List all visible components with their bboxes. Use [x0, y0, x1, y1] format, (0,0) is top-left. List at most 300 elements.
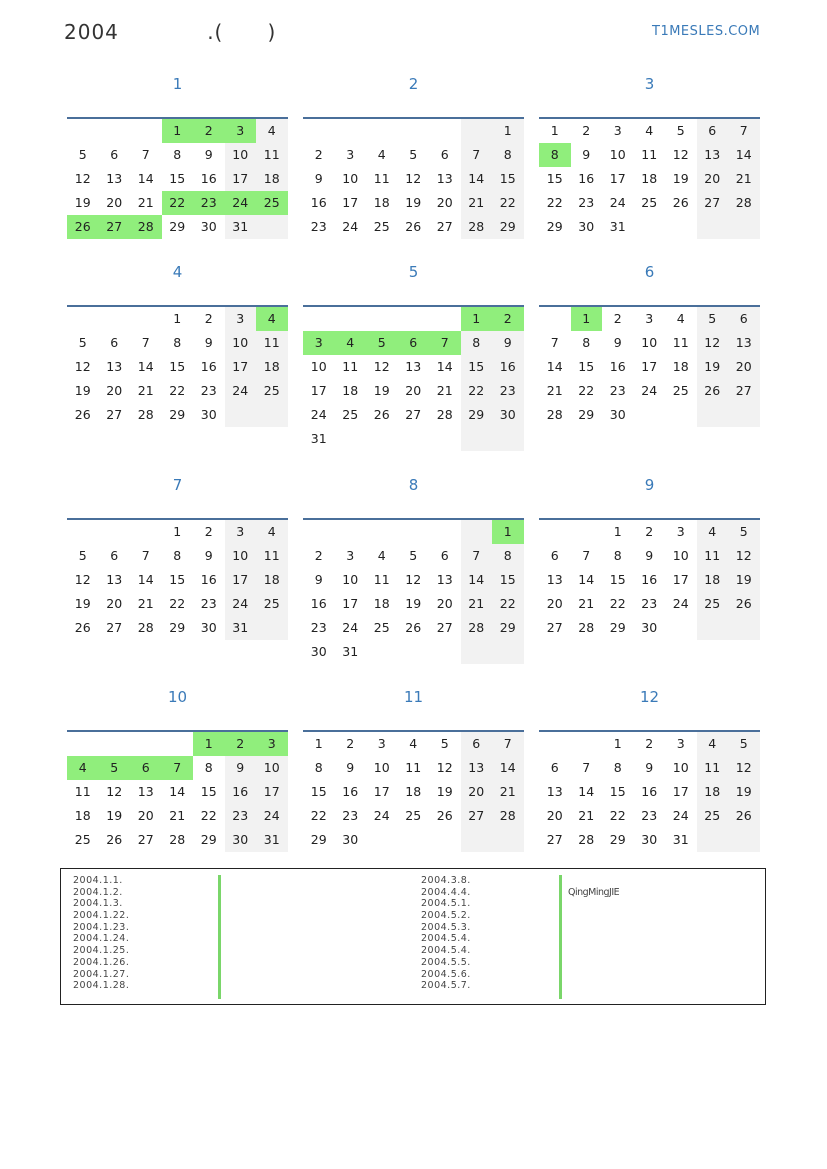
day-cell[interactable]: 31 — [609, 219, 626, 234]
day-cell[interactable]: 16 — [200, 171, 217, 186]
day-cell[interactable]: 31 — [310, 431, 327, 446]
day-cell[interactable]: 7 — [141, 335, 150, 350]
day-cell[interactable]: 14 — [137, 359, 154, 374]
day-cell[interactable]: 11 — [74, 784, 91, 799]
day-cell[interactable]: 9 — [314, 171, 323, 186]
day-cell[interactable]: 22 — [310, 808, 327, 823]
day-cell[interactable]: 1 — [492, 119, 524, 143]
day-cell[interactable]: 19 — [74, 195, 91, 210]
day-cell[interactable]: 8 — [204, 760, 213, 775]
day-cell[interactable]: 19 — [672, 171, 689, 186]
day-cell[interactable]: 6 — [110, 147, 119, 162]
day-cell[interactable]: 18 — [405, 784, 422, 799]
day-cell[interactable]: 2 — [204, 311, 213, 326]
day-cell[interactable]: 27 — [436, 219, 453, 234]
day-cell[interactable]: 21 — [578, 808, 595, 823]
day-cell[interactable]: 22 — [609, 596, 626, 611]
day-cell[interactable]: 8 — [461, 331, 493, 355]
day-cell[interactable]: 9 — [204, 548, 213, 563]
day-cell[interactable]: 25 — [697, 592, 729, 616]
day-cell[interactable]: 21 — [137, 596, 154, 611]
day-cell[interactable]: 23 — [641, 596, 658, 611]
day-cell[interactable]: 4 — [676, 311, 685, 326]
day-cell[interactable]: 9 — [645, 760, 654, 775]
day-cell[interactable]: 9 — [346, 760, 355, 775]
day-cell[interactable]: 8 — [173, 548, 182, 563]
day-cell[interactable]: 16 — [225, 780, 257, 804]
day-cell[interactable]: 22 — [200, 808, 217, 823]
day-cell[interactable]: 28 — [578, 620, 595, 635]
day-cell[interactable]: 6 — [440, 548, 449, 563]
day-cell[interactable]: 14 — [728, 143, 760, 167]
day-cell[interactable]: 20 — [106, 383, 123, 398]
day-cell[interactable]: 16 — [578, 171, 595, 186]
day-cell[interactable]: 22 — [461, 379, 493, 403]
day-cell[interactable]: 18 — [256, 167, 288, 191]
day-cell[interactable]: 13 — [436, 171, 453, 186]
day-cell[interactable]: 5 — [409, 548, 418, 563]
day-cell[interactable]: 11 — [672, 335, 689, 350]
day-cell[interactable]: 13 — [106, 171, 123, 186]
day-cell[interactable]: 28 — [578, 832, 595, 847]
day-cell[interactable]: 10 — [225, 331, 257, 355]
day-cell[interactable]: 17 — [225, 167, 257, 191]
day-cell[interactable]: 18 — [697, 568, 729, 592]
day-cell[interactable]: 11 — [697, 756, 729, 780]
day-cell[interactable]: 28 — [461, 215, 493, 239]
day-cell[interactable]: 6 — [440, 147, 449, 162]
day-cell[interactable]: 2 — [193, 119, 225, 143]
day-cell[interactable]: 6 — [461, 732, 493, 756]
day-cell[interactable]: 2 — [204, 524, 213, 539]
day-cell[interactable]: 26 — [373, 407, 390, 422]
day-cell[interactable]: 17 — [310, 383, 327, 398]
day-cell[interactable]: 20 — [137, 808, 154, 823]
day-cell[interactable]: 27 — [697, 191, 729, 215]
day-cell[interactable]: 5 — [99, 756, 131, 780]
day-cell[interactable]: 30 — [200, 620, 217, 635]
day-cell[interactable]: 1 — [550, 123, 559, 138]
day-cell[interactable]: 13 — [546, 784, 563, 799]
day-cell[interactable]: 13 — [106, 359, 123, 374]
day-cell[interactable]: 8 — [613, 760, 622, 775]
day-cell[interactable]: 20 — [546, 808, 563, 823]
day-cell[interactable]: 18 — [342, 383, 359, 398]
day-cell[interactable]: 17 — [609, 171, 626, 186]
day-cell[interactable]: 29 — [609, 620, 626, 635]
day-cell[interactable]: 2 — [314, 147, 323, 162]
day-cell[interactable]: 30 — [342, 832, 359, 847]
day-cell[interactable]: 7 — [162, 756, 194, 780]
day-cell[interactable]: 19 — [697, 355, 729, 379]
day-cell[interactable]: 26 — [728, 592, 760, 616]
day-cell[interactable]: 29 — [169, 620, 186, 635]
day-cell[interactable]: 27 — [546, 832, 563, 847]
day-cell[interactable]: 4 — [67, 756, 99, 780]
day-cell[interactable]: 12 — [405, 572, 422, 587]
site-logo[interactable]: T1MESLES.COM — [652, 24, 761, 39]
day-cell[interactable]: 25 — [641, 195, 658, 210]
day-cell[interactable]: 20 — [436, 195, 453, 210]
day-cell[interactable]: 21 — [492, 780, 524, 804]
day-cell[interactable]: 2 — [613, 311, 622, 326]
day-cell[interactable]: 11 — [373, 572, 390, 587]
day-cell[interactable]: 2 — [314, 548, 323, 563]
day-cell[interactable]: 27 — [436, 620, 453, 635]
day-cell[interactable]: 31 — [225, 215, 257, 239]
day-cell[interactable]: 27 — [546, 620, 563, 635]
day-cell[interactable]: 29 — [169, 407, 186, 422]
day-cell[interactable]: 24 — [609, 195, 626, 210]
day-cell[interactable]: 21 — [461, 592, 493, 616]
day-cell[interactable]: 8 — [173, 335, 182, 350]
day-cell[interactable]: 2 — [346, 736, 355, 751]
day-cell[interactable]: 28 — [137, 620, 154, 635]
day-cell[interactable]: 9 — [492, 331, 524, 355]
day-cell[interactable]: 13 — [697, 143, 729, 167]
day-cell[interactable]: 1 — [173, 524, 182, 539]
day-cell[interactable]: 7 — [582, 548, 591, 563]
day-cell[interactable]: 24 — [672, 808, 689, 823]
day-cell[interactable]: 26 — [74, 620, 91, 635]
day-cell[interactable]: 13 — [436, 572, 453, 587]
day-cell[interactable]: 29 — [609, 832, 626, 847]
day-cell[interactable]: 18 — [373, 596, 390, 611]
day-cell[interactable]: 10 — [342, 572, 359, 587]
day-cell[interactable]: 6 — [550, 760, 559, 775]
day-cell[interactable]: 20 — [697, 167, 729, 191]
day-cell[interactable]: 8 — [492, 143, 524, 167]
day-cell[interactable]: 26 — [697, 379, 729, 403]
day-cell[interactable]: 4 — [256, 520, 288, 544]
day-cell[interactable]: 11 — [256, 143, 288, 167]
day-cell[interactable]: 24 — [672, 596, 689, 611]
day-cell[interactable]: 28 — [436, 407, 453, 422]
day-cell[interactable]: 3 — [645, 311, 654, 326]
day-cell[interactable]: 11 — [256, 544, 288, 568]
day-cell[interactable]: 15 — [578, 359, 595, 374]
day-cell[interactable]: 24 — [342, 620, 359, 635]
day-cell[interactable]: 1 — [613, 736, 622, 751]
day-cell[interactable]: 23 — [225, 804, 257, 828]
day-cell[interactable]: 14 — [546, 359, 563, 374]
day-cell[interactable]: 4 — [697, 732, 729, 756]
day-cell[interactable]: 29 — [169, 219, 186, 234]
day-cell[interactable]: 17 — [672, 572, 689, 587]
day-cell[interactable]: 5 — [78, 147, 87, 162]
day-cell[interactable]: 28 — [137, 407, 154, 422]
day-cell[interactable]: 7 — [461, 544, 493, 568]
day-cell[interactable]: 19 — [405, 195, 422, 210]
day-cell[interactable]: 2 — [645, 524, 654, 539]
day-cell[interactable]: 27 — [106, 407, 123, 422]
day-cell[interactable]: 7 — [461, 143, 493, 167]
day-cell[interactable]: 7 — [141, 548, 150, 563]
day-cell[interactable]: 30 — [310, 644, 327, 659]
day-cell[interactable]: 11 — [342, 359, 359, 374]
day-cell[interactable]: 23 — [200, 596, 217, 611]
day-cell[interactable]: 14 — [578, 572, 595, 587]
day-cell[interactable]: 27 — [405, 407, 422, 422]
day-cell[interactable]: 4 — [377, 147, 386, 162]
day-cell[interactable]: 28 — [492, 804, 524, 828]
day-cell[interactable]: 22 — [546, 195, 563, 210]
day-cell[interactable]: 14 — [137, 171, 154, 186]
day-cell[interactable]: 11 — [641, 147, 658, 162]
day-cell[interactable]: 24 — [641, 383, 658, 398]
day-cell[interactable]: 26 — [106, 832, 123, 847]
day-cell[interactable]: 1 — [173, 311, 182, 326]
day-cell[interactable]: 1 — [571, 307, 603, 331]
day-cell[interactable]: 25 — [373, 219, 390, 234]
day-cell[interactable]: 10 — [373, 760, 390, 775]
day-cell[interactable]: 19 — [74, 383, 91, 398]
day-cell[interactable]: 12 — [697, 331, 729, 355]
day-cell[interactable]: 19 — [728, 780, 760, 804]
day-cell[interactable]: 19 — [373, 383, 390, 398]
day-cell[interactable]: 14 — [436, 359, 453, 374]
day-cell[interactable]: 10 — [225, 143, 257, 167]
day-cell[interactable]: 6 — [697, 119, 729, 143]
day-cell[interactable]: 24 — [256, 804, 288, 828]
day-cell[interactable]: 4 — [256, 119, 288, 143]
day-cell[interactable]: 20 — [436, 596, 453, 611]
day-cell[interactable]: 24 — [225, 379, 257, 403]
day-cell[interactable]: 9 — [225, 756, 257, 780]
day-cell[interactable]: 16 — [310, 195, 327, 210]
day-cell[interactable]: 19 — [106, 808, 123, 823]
day-cell[interactable]: 22 — [169, 596, 186, 611]
day-cell[interactable]: 11 — [697, 544, 729, 568]
day-cell[interactable]: 14 — [461, 167, 493, 191]
day-cell[interactable]: 29 — [578, 407, 595, 422]
day-cell[interactable]: 24 — [342, 219, 359, 234]
day-cell[interactable]: 15 — [492, 568, 524, 592]
day-cell[interactable]: 13 — [106, 572, 123, 587]
day-cell[interactable]: 22 — [578, 383, 595, 398]
day-cell[interactable]: 3 — [225, 119, 257, 143]
day-cell[interactable]: 4 — [697, 520, 729, 544]
day-cell[interactable]: 15 — [609, 784, 626, 799]
day-cell[interactable]: 9 — [645, 548, 654, 563]
day-cell[interactable]: 17 — [225, 355, 257, 379]
day-cell[interactable]: 10 — [641, 335, 658, 350]
day-cell[interactable]: 26 — [405, 620, 422, 635]
day-cell[interactable]: 27 — [99, 215, 131, 239]
day-cell[interactable]: 28 — [130, 215, 162, 239]
day-cell[interactable]: 23 — [310, 620, 327, 635]
day-cell[interactable]: 16 — [609, 359, 626, 374]
day-cell[interactable]: 14 — [169, 784, 186, 799]
day-cell[interactable]: 23 — [641, 808, 658, 823]
day-cell[interactable]: 3 — [303, 331, 335, 355]
day-cell[interactable]: 12 — [436, 760, 453, 775]
day-cell[interactable]: 16 — [200, 359, 217, 374]
day-cell[interactable]: 20 — [106, 596, 123, 611]
day-cell[interactable]: 23 — [609, 383, 626, 398]
day-cell[interactable]: 28 — [728, 191, 760, 215]
day-cell[interactable]: 20 — [106, 195, 123, 210]
day-cell[interactable]: 9 — [314, 572, 323, 587]
day-cell[interactable]: 30 — [641, 832, 658, 847]
day-cell[interactable]: 22 — [162, 191, 194, 215]
day-cell[interactable]: 21 — [728, 167, 760, 191]
day-cell[interactable]: 19 — [405, 596, 422, 611]
day-cell[interactable]: 30 — [641, 620, 658, 635]
day-cell[interactable]: 21 — [436, 383, 453, 398]
day-cell[interactable]: 25 — [342, 407, 359, 422]
day-cell[interactable]: 21 — [578, 596, 595, 611]
day-cell[interactable]: 30 — [225, 828, 257, 852]
day-cell[interactable]: 19 — [436, 784, 453, 799]
day-cell[interactable]: 10 — [256, 756, 288, 780]
day-cell[interactable]: 13 — [546, 572, 563, 587]
day-cell[interactable]: 2 — [582, 123, 591, 138]
day-cell[interactable]: 12 — [74, 171, 91, 186]
day-cell[interactable]: 3 — [377, 736, 386, 751]
day-cell[interactable]: 7 — [141, 147, 150, 162]
day-cell[interactable]: 1 — [461, 307, 493, 331]
day-cell[interactable]: 3 — [613, 123, 622, 138]
day-cell[interactable]: 30 — [200, 219, 217, 234]
day-cell[interactable]: 19 — [728, 568, 760, 592]
day-cell[interactable]: 20 — [405, 383, 422, 398]
day-cell[interactable]: 17 — [342, 596, 359, 611]
day-cell[interactable]: 25 — [256, 191, 288, 215]
day-cell[interactable]: 22 — [492, 191, 524, 215]
day-cell[interactable]: 21 — [169, 808, 186, 823]
day-cell[interactable]: 12 — [672, 147, 689, 162]
day-cell[interactable]: 10 — [342, 171, 359, 186]
day-cell[interactable]: 4 — [335, 331, 367, 355]
day-cell[interactable]: 10 — [225, 544, 257, 568]
day-cell[interactable]: 5 — [728, 520, 760, 544]
day-cell[interactable]: 3 — [256, 732, 288, 756]
day-cell[interactable]: 25 — [256, 592, 288, 616]
day-cell[interactable]: 31 — [256, 828, 288, 852]
day-cell[interactable]: 27 — [461, 804, 493, 828]
day-cell[interactable]: 18 — [373, 195, 390, 210]
day-cell[interactable]: 23 — [193, 191, 225, 215]
day-cell[interactable]: 8 — [492, 544, 524, 568]
day-cell[interactable]: 5 — [78, 548, 87, 563]
day-cell[interactable]: 15 — [310, 784, 327, 799]
day-cell[interactable]: 30 — [200, 407, 217, 422]
day-cell[interactable]: 25 — [256, 379, 288, 403]
day-cell[interactable]: 1 — [193, 732, 225, 756]
day-cell[interactable]: 16 — [310, 596, 327, 611]
day-cell[interactable]: 17 — [641, 359, 658, 374]
day-cell[interactable]: 26 — [728, 804, 760, 828]
day-cell[interactable]: 28 — [546, 407, 563, 422]
day-cell[interactable]: 5 — [697, 307, 729, 331]
day-cell[interactable]: 8 — [173, 147, 182, 162]
day-cell[interactable]: 3 — [676, 524, 685, 539]
day-cell[interactable]: 29 — [546, 219, 563, 234]
day-cell[interactable]: 24 — [310, 407, 327, 422]
day-cell[interactable]: 25 — [672, 383, 689, 398]
day-cell[interactable]: 5 — [676, 123, 685, 138]
day-cell[interactable]: 30 — [578, 219, 595, 234]
day-cell[interactable]: 14 — [578, 784, 595, 799]
day-cell[interactable]: 12 — [728, 544, 760, 568]
day-cell[interactable]: 3 — [346, 548, 355, 563]
day-cell[interactable]: 11 — [405, 760, 422, 775]
day-cell[interactable]: 26 — [405, 219, 422, 234]
day-cell[interactable]: 2 — [225, 732, 257, 756]
day-cell[interactable]: 9 — [613, 335, 622, 350]
day-cell[interactable]: 4 — [645, 123, 654, 138]
day-cell[interactable]: 28 — [169, 832, 186, 847]
day-cell[interactable]: 17 — [225, 568, 257, 592]
day-cell[interactable]: 5 — [78, 335, 87, 350]
day-cell[interactable]: 7 — [550, 335, 559, 350]
day-cell[interactable]: 20 — [728, 355, 760, 379]
day-cell[interactable]: 17 — [342, 195, 359, 210]
day-cell[interactable]: 4 — [377, 548, 386, 563]
day-cell[interactable]: 27 — [728, 379, 760, 403]
day-cell[interactable]: 5 — [728, 732, 760, 756]
day-cell[interactable]: 12 — [106, 784, 123, 799]
day-cell[interactable]: 21 — [137, 195, 154, 210]
day-cell[interactable]: 16 — [492, 355, 524, 379]
day-cell[interactable]: 24 — [373, 808, 390, 823]
day-cell[interactable]: 12 — [74, 359, 91, 374]
day-cell[interactable]: 15 — [169, 572, 186, 587]
day-cell[interactable]: 15 — [492, 167, 524, 191]
day-cell[interactable]: 17 — [672, 784, 689, 799]
day-cell[interactable]: 23 — [578, 195, 595, 210]
day-cell[interactable]: 3 — [346, 147, 355, 162]
day-cell[interactable]: 29 — [310, 832, 327, 847]
day-cell[interactable]: 29 — [492, 215, 524, 239]
day-cell[interactable]: 1 — [162, 119, 194, 143]
day-cell[interactable]: 20 — [461, 780, 493, 804]
day-cell[interactable]: 30 — [609, 407, 626, 422]
day-cell[interactable]: 21 — [461, 191, 493, 215]
day-cell[interactable]: 1 — [613, 524, 622, 539]
day-cell[interactable]: 9 — [204, 147, 213, 162]
day-cell[interactable]: 6 — [110, 548, 119, 563]
day-cell[interactable]: 31 — [342, 644, 359, 659]
day-cell[interactable]: 10 — [672, 548, 689, 563]
day-cell[interactable]: 11 — [256, 331, 288, 355]
day-cell[interactable]: 23 — [310, 219, 327, 234]
day-cell[interactable]: 6 — [550, 548, 559, 563]
day-cell[interactable]: 15 — [546, 171, 563, 186]
day-cell[interactable]: 9 — [204, 335, 213, 350]
day-cell[interactable]: 9 — [582, 147, 591, 162]
day-cell[interactable]: 21 — [546, 383, 563, 398]
day-cell[interactable]: 2 — [645, 736, 654, 751]
day-cell[interactable]: 2 — [492, 307, 524, 331]
day-cell[interactable]: 7 — [582, 760, 591, 775]
day-cell[interactable]: 7 — [492, 732, 524, 756]
day-cell[interactable]: 16 — [200, 572, 217, 587]
day-cell[interactable]: 7 — [728, 119, 760, 143]
day-cell[interactable]: 1 — [492, 520, 524, 544]
day-cell[interactable]: 14 — [137, 572, 154, 587]
day-cell[interactable]: 29 — [461, 403, 493, 427]
day-cell[interactable]: 22 — [169, 383, 186, 398]
day-cell[interactable]: 25 — [697, 804, 729, 828]
day-cell[interactable]: 22 — [492, 592, 524, 616]
day-cell[interactable]: 5 — [440, 736, 449, 751]
day-cell[interactable]: 25 — [405, 808, 422, 823]
day-cell[interactable]: 30 — [492, 403, 524, 427]
day-cell[interactable]: 8 — [539, 143, 571, 167]
day-cell[interactable]: 20 — [546, 596, 563, 611]
